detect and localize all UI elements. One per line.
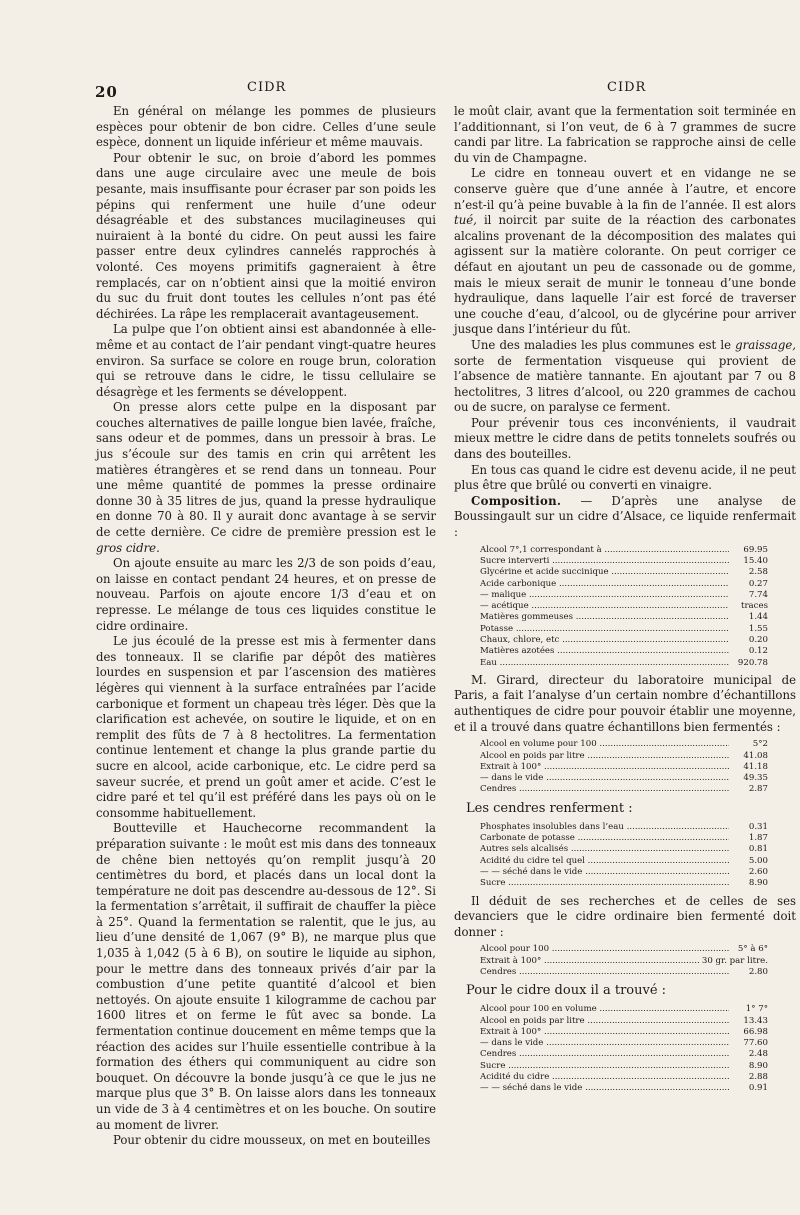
row-label: Alcool en poids par litre ..... [480, 1016, 729, 1027]
girard-analysis-table [480, 739, 768, 795]
row-value: 2.48 [748, 1049, 768, 1060]
right-column [454, 104, 796, 1099]
subheading: Pour le cidre doux il a trouvé : [466, 983, 667, 999]
row-value: 77.60 [743, 1038, 768, 1049]
row-label: Sucre interverti ..... [480, 556, 729, 567]
table-row [480, 624, 768, 635]
paragraph-text: il noircit par suite de la réaction des carbonates alcalins provenant de la décomposition des malates qui agissent sur la matière colorante. On peut corriger ce défaut en ajoutant un peu de cassonade ou de gomme, mais le mieux serait de munir le tonneau d’une bonde hydraulique, dans laquelle l’air est forcé de traverser une couche d’eau, d’alcool, ou de glycérine pour arriver jusque dans l’intérieur du fût. [454, 213, 796, 337]
row-value: 2.60 [748, 866, 768, 877]
table-row [480, 635, 768, 646]
row-value: 5° à 6° [737, 944, 768, 955]
composition-table [480, 545, 768, 669]
table-row [480, 579, 768, 590]
paragraph: Boutteville et Hauchecorne recommandent la préparation suivante : le moût est mis dans des tonneaux de chêne bien nettoyés qu’on remplit jusqu’à 20 centimètres du bord, et placés dans un local dont la température ne doit pas descendre au-dessous de 12°. Si la fermentation s’arrêtait, il suffirait de chauffer la pièce à 25°. Quand la fermentation se ralentit, que le jus, au lieu d’une densité de 1,067 (9° B), ne marque plus que 1,035 à 1,042 (5 à 6 B), on soutire le liquide au siphon, pour le mettre dans des tonneaux privés d’air par la combustion d’une petite quantité d’alcool et bien nettoyés. On ajoute ensuite 1 kilogramme de cachou par 1600 litres et on ferme le fût avec sa bonde. La fermentation continue doucement en même temps que la réaction des acides sur l’huile essentielle contribue à la formation des éthers qui communiquent au cidre son bouquet. On découvre la bonde jusqu’à ce que le jus ne marque plus que 3° B. On laisse alors dans les tonneaux un vide de 3 à 4 centimètres et on les bouche. On soutire au moment de livrer. [96, 821, 436, 1132]
paragraph [454, 166, 796, 338]
row-value: 41.08 [743, 750, 768, 761]
row-value: 2.58 [748, 567, 768, 578]
paragraph-text: — D’après une analyse de Boussingault sur un cidre d’Alsace, ce liquide renfermait : [454, 493, 796, 540]
row-label: Extrait à 100° ..... [480, 1027, 729, 1038]
table-row [480, 658, 768, 669]
table-row [480, 1016, 768, 1027]
row-label: — malique ..... [480, 590, 729, 601]
row-value: traces [741, 601, 768, 612]
row-value: 0.31 [748, 821, 768, 832]
table-row [480, 1004, 768, 1015]
paragraph: Pour obtenir du cidre mousseux, on met en bouteilles [113, 1133, 431, 1148]
row-value: 1.87 [748, 833, 768, 844]
row-label: — dans le vide ..... [480, 1038, 729, 1049]
row-label: — dans le vide ..... [480, 773, 729, 784]
row-value: 1° 7° [745, 1004, 768, 1015]
table-row [480, 822, 768, 833]
table-row [480, 1027, 768, 1038]
paragraph [96, 400, 436, 556]
row-value: 0.20 [748, 635, 768, 645]
row-label: Alcool en poids par litre ..... [480, 751, 729, 762]
table-row [480, 601, 768, 612]
table-row [480, 567, 768, 578]
row-value: 15.40 [743, 555, 768, 566]
table-row [480, 867, 768, 878]
row-value: 2.88 [748, 1071, 768, 1082]
table-row [480, 1061, 768, 1072]
row-value: 2.87 [748, 784, 768, 795]
row-label: Sucre ..... [480, 1061, 729, 1072]
running-head-right: CIDR [607, 80, 647, 95]
row-label: Alcool 7°,1 correspondant à ..... [480, 545, 729, 556]
row-label: Extrait à 100° ..... [480, 956, 699, 967]
subheading: Les cendres renferment : [466, 800, 633, 816]
row-label: Eau ..... [480, 658, 729, 669]
row-value: 7.74 [748, 589, 768, 600]
row-label: Glycérine et acide succinique ..... [480, 567, 729, 578]
ash-composition-table [480, 822, 768, 890]
row-value: 920.78 [737, 657, 768, 668]
row-value: 1.55 [748, 623, 768, 634]
row-label: Sucre ..... [480, 878, 729, 889]
table-row [480, 967, 768, 978]
row-value: 0.27 [748, 578, 768, 589]
row-label: Cendres ..... [480, 967, 729, 978]
paragraph-text: sorte de fermentation visqueuse qui provient de l’absence de matière tannante. En ajoutant par 7 ou 8 hectolitres, 3 litres d’alcool, ou 220 grammes de cachou ou de sucre, on paralyse ce ferment. [454, 353, 796, 415]
table-row [480, 751, 768, 762]
row-label: — — séché dans le vide ..... [480, 1083, 729, 1094]
paragraph [454, 494, 796, 541]
table-row [480, 1083, 768, 1094]
page-number: 20 [95, 83, 118, 101]
table-row [480, 956, 768, 967]
paragraph [454, 338, 796, 416]
row-label: Acidité du cidre ..... [480, 1072, 729, 1083]
table-row [480, 739, 768, 750]
paragraph: En tous cas quand le cidre est devenu acide, il ne peut plus être que brûlé ou converti en vinaigre. [454, 462, 796, 493]
row-value: 0.12 [748, 646, 768, 657]
row-value: 13.43 [743, 1015, 768, 1026]
paragraph: En général on mélange les pommes de plusieurs espèces pour obtenir de bon cidre. Celles d’une seule espèce, donnent un liquide inférieur et même mauvais. [96, 104, 436, 150]
row-label: Chaux, chlore, etc ..... [480, 635, 729, 646]
paragraph: M. Girard, directeur du laboratoire municipal de Paris, a fait l’analyse d’un certain nombre d’échantillons authentiques de cidre pour pouvoir établir une moyenne, et il a trouvé dans quatre échantillons bien fermentés : [454, 672, 796, 734]
row-value: 5.00 [748, 855, 768, 866]
paragraph: La pulpe que l’on obtient ainsi est abandonnée à elle-même et au contact de l’air pendant vingt-quatre heures environ. Sa surface se colore en rouge brun, coloration qui se retrouve dans le cidre, le tissu cellulaire se désagrège et les ferments se développent. [96, 322, 436, 399]
running-head-left: CIDR [247, 80, 287, 95]
table-row [480, 545, 768, 556]
table-row [480, 612, 768, 623]
row-label: Cendres ..... [480, 1049, 729, 1060]
row-label: Carbonate de potasse ..... [480, 833, 729, 844]
row-value: 69.95 [743, 544, 768, 555]
paragraph-text: Le cidre en tonneau ouvert et en vidange ne se conserve guère que d’une année à l’autre, et encore n’est-il qu’à peine buvable à la fin de l’année. Il est alors [454, 166, 796, 212]
tue-term: tué, [454, 213, 477, 228]
row-value: 0.91 [748, 1083, 768, 1094]
table-row [480, 1072, 768, 1083]
row-label: — — séché dans le vide ..... [480, 867, 729, 878]
row-label: Extrait à 100° ..... [480, 762, 729, 773]
table-row [480, 762, 768, 773]
table-row [480, 646, 768, 657]
paragraph: Pour obtenir le suc, on broie d’abord les pommes dans une auge circulaire avec une meule de bois pesante, mais insuffisante pour écraser par son poids les pépins qui renferment une huile d’une odeur désagréable et des substances mucilagineuses qui nuiraient à la bonté du cidre. On peut aussi les faire passer entre deux cylindres cannelés rapprochés à volonté. Ces moyens primitifs gagneraient à être remplacés, car on n’obtient ainsi que la moitié environ du suc du fruit dont toutes les cellules n’ont pas été déchirées. La râpe les remplacerait avantageusement. [96, 150, 436, 321]
table-row [480, 833, 768, 844]
table-row [480, 878, 768, 889]
row-value: 49.35 [743, 773, 768, 784]
sweet-cider-table [480, 1004, 768, 1094]
left-column [96, 104, 436, 1149]
row-label: Matières azotées ..... [480, 646, 729, 657]
table-row [480, 856, 768, 867]
row-value: 41.18 [743, 761, 768, 772]
row-label: Cendres ..... [480, 784, 729, 795]
row-label: Potasse ..... [480, 624, 729, 635]
row-value: 66.98 [743, 1026, 768, 1037]
row-label: Acidité du cidre tel quel ..... [480, 856, 729, 867]
table-row [480, 1049, 768, 1060]
paragraph-text: Une des maladies les plus communes est le [471, 337, 731, 352]
row-value: 30 gr. par litre. [701, 955, 768, 966]
row-value: 2.80 [748, 966, 768, 977]
row-label: Alcool en volume pour 100 ..... [480, 739, 729, 750]
row-value: 8.90 [748, 1060, 768, 1071]
paragraph: Le jus écoulé de la presse est mis à fermenter dans des tonneaux. Il se clarifie par dépôt des matières lourdes en suspension et par l’ascension des matières légères qui viennent à la surface entraînées par l’acide carbonique et forment un chapeau très léger. Dès que la clarification est achevée, on soutire le liquide, et on en remplit des fûts de 7 à 8 hectolitres. La fermentation continue lentement et change la plus grande partie du sucre en alcool, acide carbonique, etc. Le cidre perd sa saveur sucrée, et prend un goût amer et acide. C’est le cidre paré et tel qu’il est préféré dans les pays où on le consomme habituellement. [96, 634, 436, 820]
paragraph: On ajoute ensuite au marc les 2/3 de son poids d’eau, on laisse en contact pendant 24 heures, et on presse de nouveau. Parfois on ajoute encore 1/3 d’eau et on represse. Le mélange de tous ces liquides constitue le cidre ordinaire. [96, 556, 436, 633]
row-label: Matières gommeuses ..... [480, 612, 729, 623]
graissage-term: graissage, [735, 337, 797, 352]
row-label: Autres sels alcalisés ..... [480, 844, 729, 855]
row-value: 5°2 [752, 739, 768, 750]
row-label: — acétique ..... [480, 601, 729, 612]
row-value: 0.81 [748, 844, 768, 855]
paragraph: Il déduit de ses recherches et de celles de ses devanciers que le cidre ordinaire bien fermenté doit donner : [454, 893, 796, 939]
row-label: Alcool pour 100 ..... [480, 944, 729, 955]
row-label: Phosphates insolubles dans l’eau ..... [480, 822, 729, 833]
composition-heading: Composition. [471, 493, 562, 508]
row-value: 8.90 [748, 878, 768, 889]
gros-cidre-term: gros cidre. [96, 540, 160, 555]
ordinary-cider-table [480, 944, 768, 978]
table-row [480, 773, 768, 784]
paragraph: le moût clair, avant que la fermentation soit terminée en l’additionnant, si l’on veut, de 6 à 7 grammes de sucre candi par litre. La fabrication se rapproche ainsi de celle du vin de Champagne. [454, 104, 796, 165]
table-row [480, 844, 768, 855]
row-label: Alcool pour 100 en volume ..... [480, 1004, 729, 1015]
table-row [480, 784, 768, 795]
table-row [480, 1038, 768, 1049]
table-row [480, 556, 768, 567]
row-value: 1.44 [748, 612, 768, 623]
table-row [480, 590, 768, 601]
table-row [480, 944, 768, 955]
paragraph: Pour prévenir tous ces inconvénients, il vaudrait mieux mettre le cidre dans de petits tonnelets soufrés ou dans des bouteilles. [454, 415, 796, 462]
row-label: Acide carbonique ..... [480, 579, 729, 590]
paragraph-text: On presse alors cette pulpe en la disposant par couches alternatives de paille longue bien lavée, fraîche, sans odeur et de pommes, dans un pressoir à bras. Le jus s’écoule sur des tamis en crin qui arrêtent les matières étrangères et se rend dans un tonneau. Pour une même quantité de pommes la presse ordinaire donne 30 à 35 litres de jus, quand la presse hydraulique en donne 70 à 80. Il y aurait donc avantage à se servir de cette dernière. Ce cidre de première pression est le [96, 400, 436, 540]
